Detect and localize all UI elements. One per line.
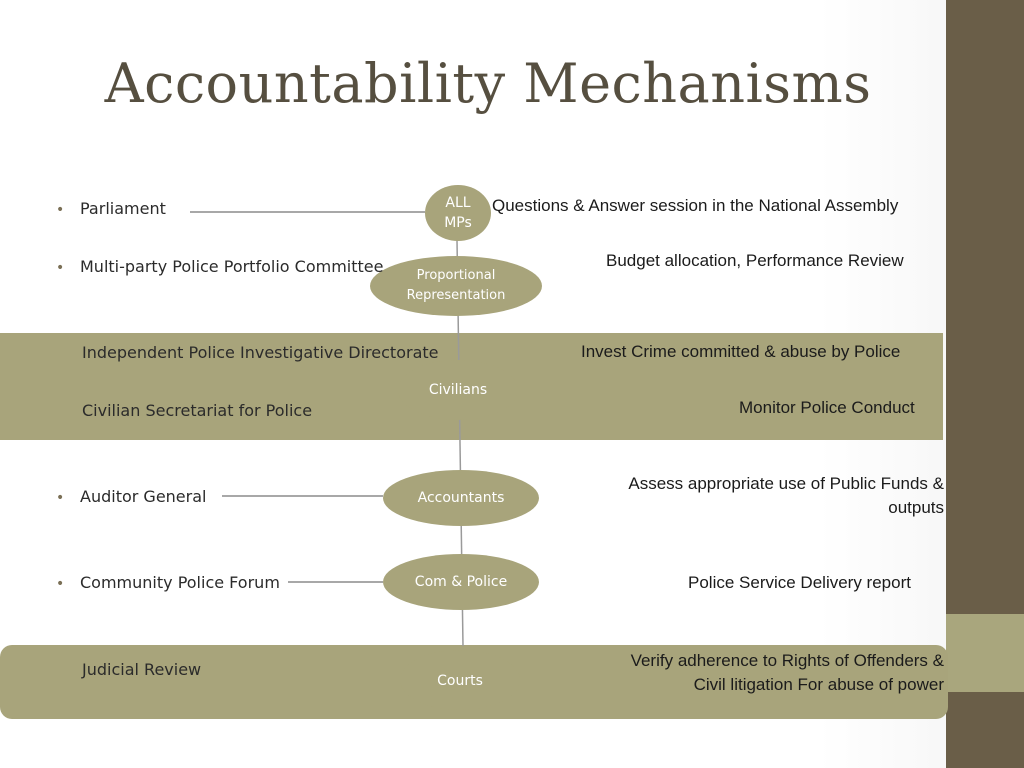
- bullet-parliament: •: [56, 202, 65, 218]
- label-parliament-text: Parliament: [80, 199, 166, 218]
- label-community-police-forum: [56, 573, 280, 592]
- role-judicial-review: [556, 649, 944, 697]
- label-auditor-general: [56, 487, 206, 506]
- role-auditor-general: [560, 472, 944, 520]
- node-accountants-label: Accountants: [417, 490, 505, 506]
- role-parliament: Questions & Answer session in the National Assembly: [492, 196, 899, 215]
- node-com-police: [383, 554, 539, 610]
- role-community-police-forum: Police Service Delivery report: [688, 573, 911, 592]
- label-ipid: [82, 343, 438, 362]
- page-title: Accountability Mechanisms: [104, 52, 872, 115]
- node-accountants: [383, 470, 539, 526]
- label-judicial-review-text: Judicial Review: [82, 660, 202, 679]
- node-proportional-line2: Representation: [406, 288, 506, 303]
- node-courts-label: Courts: [437, 673, 483, 689]
- label-ipid-text: Independent Police Investigative Directorate: [82, 343, 439, 362]
- role-civilian-secretariat: Monitor Police Conduct: [739, 398, 915, 417]
- bullet-auditor-general: •: [56, 490, 65, 506]
- label-community-police-forum-text: Community Police Forum: [80, 573, 280, 592]
- bullet-portfolio-committee: •: [56, 260, 65, 276]
- node-all-mps-line2: MPs: [444, 215, 472, 231]
- label-parliament: [56, 199, 166, 218]
- node-all-mps-line1: ALL: [445, 195, 471, 211]
- node-proportional-representation: [370, 256, 542, 316]
- bullet-community-police-forum: •: [56, 576, 65, 592]
- label-auditor-general-text: Auditor General: [80, 487, 207, 506]
- node-courts: [400, 650, 520, 710]
- label-civilian-secretariat: [82, 401, 312, 420]
- label-portfolio-committee: [56, 257, 383, 276]
- node-proportional-line1: Proportional: [416, 268, 496, 283]
- role-judicial-line1: Verify adherence to Rights of Offenders &: [630, 651, 944, 670]
- role-portfolio-committee: Budget allocation, Performance Review: [606, 251, 904, 270]
- label-judicial-review: [82, 660, 201, 679]
- role-auditor-line1: Assess appropriate use of Public Funds &: [628, 474, 944, 493]
- node-civilians: [398, 360, 518, 420]
- role-judicial-line2: Civil litigation For abuse of power: [693, 675, 944, 694]
- node-civilians-label: Civilians: [428, 382, 488, 398]
- node-all-mps: [425, 185, 491, 241]
- role-auditor-line2: outputs: [888, 498, 944, 517]
- role-ipid: Invest Crime committed & abuse by Police: [581, 342, 901, 361]
- node-com-police-label: Com & Police: [414, 574, 508, 590]
- label-portfolio-committee-text: Multi-party Police Portfolio Committee: [80, 257, 384, 276]
- label-civilian-secretariat-text: Civilian Secretariat for Police: [82, 401, 313, 420]
